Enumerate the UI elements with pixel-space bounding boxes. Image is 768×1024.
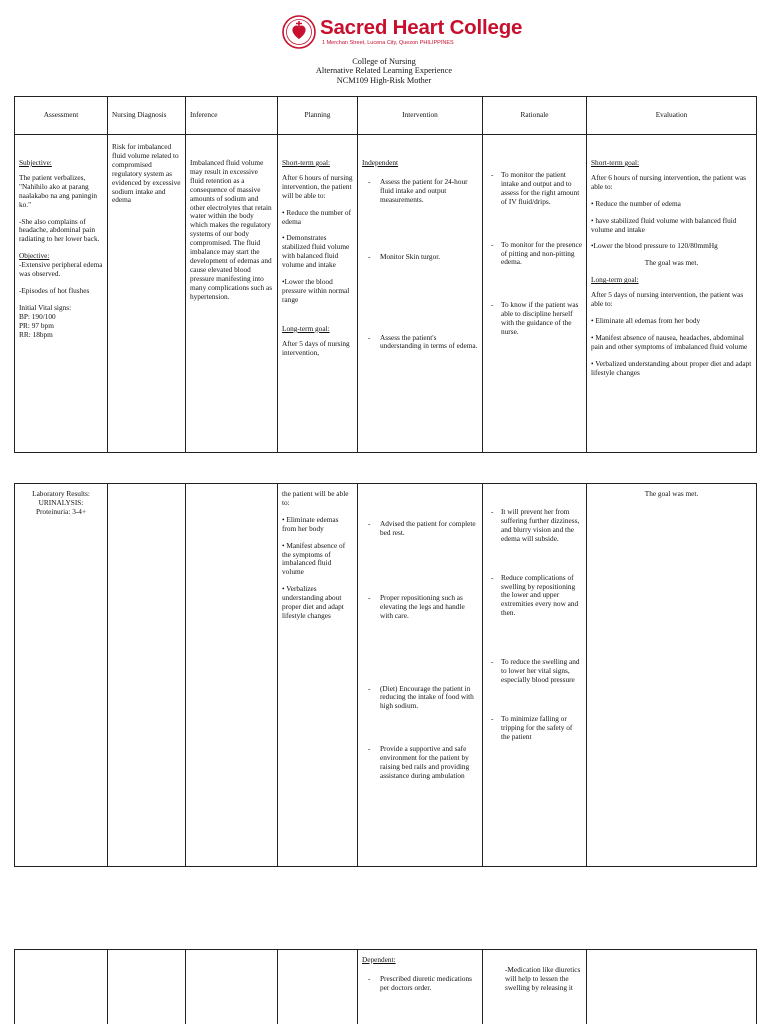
long-term-goal-label: Long-term goal: [282, 323, 330, 333]
vital-signs-title: Initial Vital signs: [19, 302, 72, 312]
goal-met-statement: The goal was met. [644, 258, 699, 268]
intervention-item: - (Diet) Encourage the patient in reducing the intake of food with high sodium. [362, 685, 478, 712]
vital-rr: RR: 18bpm [19, 329, 53, 339]
column-header-planning: Planning [278, 97, 358, 135]
vital-bp: BP: 190/100 [19, 311, 56, 321]
nursing-diagnosis-cell [108, 484, 186, 867]
evaluation-outcome: • Manifest absence of nausea, headaches, abdominal pain and other symptoms of imbalanced fluid volume [591, 332, 748, 351]
inference-text: Imbalanced fluid volume may result in excessive fluid retention as a consequence of massive amounts of sodium and other electrolytes that retain water within the body which makes the regulatory systems of our body compromised. The fluid imbalance may start the development of edemas and cause elevated blood pressure manifesting into many complications such as hypertension. [190, 158, 273, 301]
nursing-diagnosis-cell [108, 135, 186, 453]
intervention-cell [358, 135, 483, 453]
inference-cell [186, 484, 278, 867]
table-row [15, 484, 757, 867]
rationale-item: - To monitor for the presence of pitting and non-pitting edema. [491, 239, 582, 267]
care-plan-table-2 [14, 483, 757, 867]
nursing-diagnosis-cell [108, 950, 186, 1024]
activity-title: Alternative Related Learning Experience [315, 66, 453, 76]
rationale-text: To monitor the patient intake and output and to assess for the right amount of IV fluid/drips. [501, 170, 580, 206]
column-header-evaluation: Evaluation [587, 97, 757, 135]
college-seal-logo [282, 15, 316, 49]
intervention-item: - Assess the patient for 24-hour fluid intake and output measurements. [362, 178, 478, 205]
evaluation-outcome: •Lower the blood pressure to 120/80mmHg [591, 241, 718, 251]
rationale-text: To minimize falling or tripping for the safety of the patient [501, 713, 573, 741]
column-header-assessment: Assessment [15, 97, 108, 135]
planning-intro: the patient will be able to: [282, 489, 349, 507]
document-heading [0, 57, 768, 85]
rationale-text: It will prevent her from suffering further dizziness, and blurry vision and the edema will subside. [501, 507, 580, 543]
assessment-cell [15, 950, 108, 1024]
intervention-item: - Assess the patient's understanding in terms of edema. [368, 332, 478, 351]
goal-met-statement: The goal was met. [644, 489, 699, 498]
table-row [15, 135, 757, 453]
rationale-text: To monitor for the presence of pitting and non-pitting edema. [501, 239, 582, 267]
care-plan-table-3 [14, 949, 757, 1024]
objective-label: Objective: [19, 251, 50, 261]
intervention-cell [358, 950, 483, 1024]
patient-complaint: -She also complains of headache, abdominal pain radiating to her lower back. [19, 216, 100, 244]
rationale-item: - To know if the patient was able to discipline herself with the guidance of the nurse. [487, 301, 582, 337]
evaluation-cell [587, 135, 757, 453]
rationale-item: - To minimize falling or tripping for the safety of the patient [487, 715, 582, 742]
intervention-text: Advised the patient for complete bed rest. [380, 519, 476, 537]
evaluation-outcome: • have stabilized fluid volume with balanced fluid volume and intake [591, 215, 737, 234]
planning-goal: • Verbalizes understanding about proper diet and adapt lifestyle changes [282, 584, 344, 620]
evaluation-outcome: • Reduce the number of edema [591, 198, 681, 208]
short-term-goal-label: Short-term goal: [591, 158, 640, 167]
lab-results-title: Laboratory Results: [32, 489, 90, 498]
department-title: College of Nursing [352, 57, 416, 66]
planning-goal: • Demonstrates stabilized fluid volume with balanced fluid volume and intake [282, 233, 350, 270]
nursing-diagnosis-text: Risk for imbalanced fluid volume related to compromised regulatory system as evidenced by excessive sodium intake and edema [112, 142, 181, 205]
objective-finding-edema: -Extensive peripheral edema was observed. [19, 260, 103, 279]
intervention-item: - Advised the patient for complete bed rest. [362, 520, 478, 538]
rationale-text: To reduce the swelling and to lower her vital signs, especially blood pressure [501, 657, 580, 684]
table-row [15, 950, 757, 1024]
independent-label: Independent [362, 158, 399, 167]
assessment-cell [15, 135, 108, 453]
evaluation-outcome: • Verbalized understanding about proper diet and adapt lifestyle changes [591, 358, 752, 377]
intervention-text: Assess the patient for 24-hour fluid intake and output measurements. [380, 176, 468, 204]
planning-goal: • Eliminate edemas from her body [282, 514, 339, 533]
short-term-goal-label: Short-term goal: [282, 158, 331, 167]
intervention-text: Provide a supportive and safe environment for the patient by raising bed rails and providing assistance during ambulation [380, 744, 470, 780]
long-term-eval-intro: After 5 days of nursing intervention, the patient was able to: [591, 290, 744, 309]
intervention-item: - Monitor Skin turgor. [362, 253, 478, 262]
dependent-label: Dependent: [362, 955, 396, 964]
rationale-cell [483, 135, 587, 453]
proteinuria-result: Proteinuria: 3-4+ [35, 506, 87, 516]
intervention-cell [358, 484, 483, 867]
intervention-item: - Prescribed diuretic medications per doctors order. [362, 975, 478, 993]
column-header-rationale: Rationale [483, 97, 587, 135]
rationale-text: Reduce complications of swelling by repositioning the lower and upper extremities every now and then. [501, 572, 579, 618]
subjective-label: Subjective: [19, 158, 52, 167]
table-header-row [15, 97, 757, 135]
column-header-intervention: Intervention [358, 97, 483, 135]
rationale-item: - Reduce complications of swelling by repositioning the lower and upper extremities every now and then. [487, 574, 582, 619]
evaluation-outcome: • Eliminate all edemas from her body [591, 315, 701, 325]
urinalysis-label: URINALYSIS: [38, 497, 84, 507]
assessment-cell [15, 484, 108, 867]
column-header-inference: Inference [186, 97, 278, 135]
short-term-goal-intro: After 6 hours of nursing intervention, the patient will be able to: [282, 172, 353, 200]
patient-quote: The patient verbalizes, "Nahihilo ako at parang naalakabo na ang paningin ko." [19, 172, 98, 209]
intervention-text: Assess the patient's understanding in terms of edema. [380, 332, 478, 351]
short-term-eval-intro: After 6 hours of nursing intervention, the patient was able to: [591, 172, 747, 191]
evaluation-cell [587, 950, 757, 1024]
rationale-text: To know if the patient was able to discipline herself with the guidance of the nurse. [501, 300, 579, 337]
column-header-nursing-diagnosis: Nursing Diagnosis [108, 97, 186, 135]
objective-finding-flushes: -Episodes of hot flushes [19, 285, 90, 295]
college-address: 1 Merchan Street, Lucena City, Quezon PHILIPPINES [322, 40, 454, 46]
long-term-goal-label: Long-term goal: [591, 275, 639, 285]
rationale-item: - To monitor the patient intake and output and to assess for the right amount of IV fluid/drips. [487, 171, 582, 207]
rationale-item: - It will prevent her from suffering further dizziness, and blurry vision and the edema will subside. [487, 508, 582, 544]
college-name: Sacred Heart College [320, 16, 523, 39]
intervention-text: Prescribed diuretic medications per doctors order. [380, 973, 472, 992]
inference-cell [186, 135, 278, 453]
rationale-item: - To reduce the swelling and to lower her vital signs, especially blood pressure [487, 658, 582, 685]
planning-goal: •Lower the blood pressure within normal range [282, 277, 350, 304]
care-plan-table-1 [14, 96, 757, 453]
planning-cell [278, 135, 358, 453]
intervention-text: (Diet) Encourage the patient in reducing the intake of food with high sodium. [380, 683, 474, 711]
planning-goal: • Manifest absence of the symptoms of imbalanced fluid volume [282, 540, 346, 577]
intervention-item: - Provide a supportive and safe environment for the patient by raising bed rails and providing assistance during ambulation [362, 745, 478, 781]
intervention-item: - Proper repositioning such as elevating the legs and handle with care. [362, 594, 478, 621]
rationale-cell [483, 950, 587, 1024]
planning-cell [278, 950, 358, 1024]
planning-cell [278, 484, 358, 867]
evaluation-cell [587, 484, 757, 867]
rationale-cell [483, 484, 587, 867]
course-title: NCM109 High-Risk Mother [336, 75, 432, 85]
long-term-goal-intro: After 5 days of nursing intervention, [282, 338, 350, 357]
intervention-text: Proper repositioning such as elevating the legs and handle with care. [380, 592, 465, 620]
college-header [0, 12, 768, 56]
planning-goal: • Reduce the number of edema [282, 207, 352, 226]
inference-cell [186, 950, 278, 1024]
vital-pr: PR: 97 bpm [19, 320, 54, 330]
intervention-text: Monitor Skin turgor. [380, 251, 441, 261]
rationale-text: -Medication like diuretics will help to lessen the swelling by releasing it [505, 965, 581, 992]
